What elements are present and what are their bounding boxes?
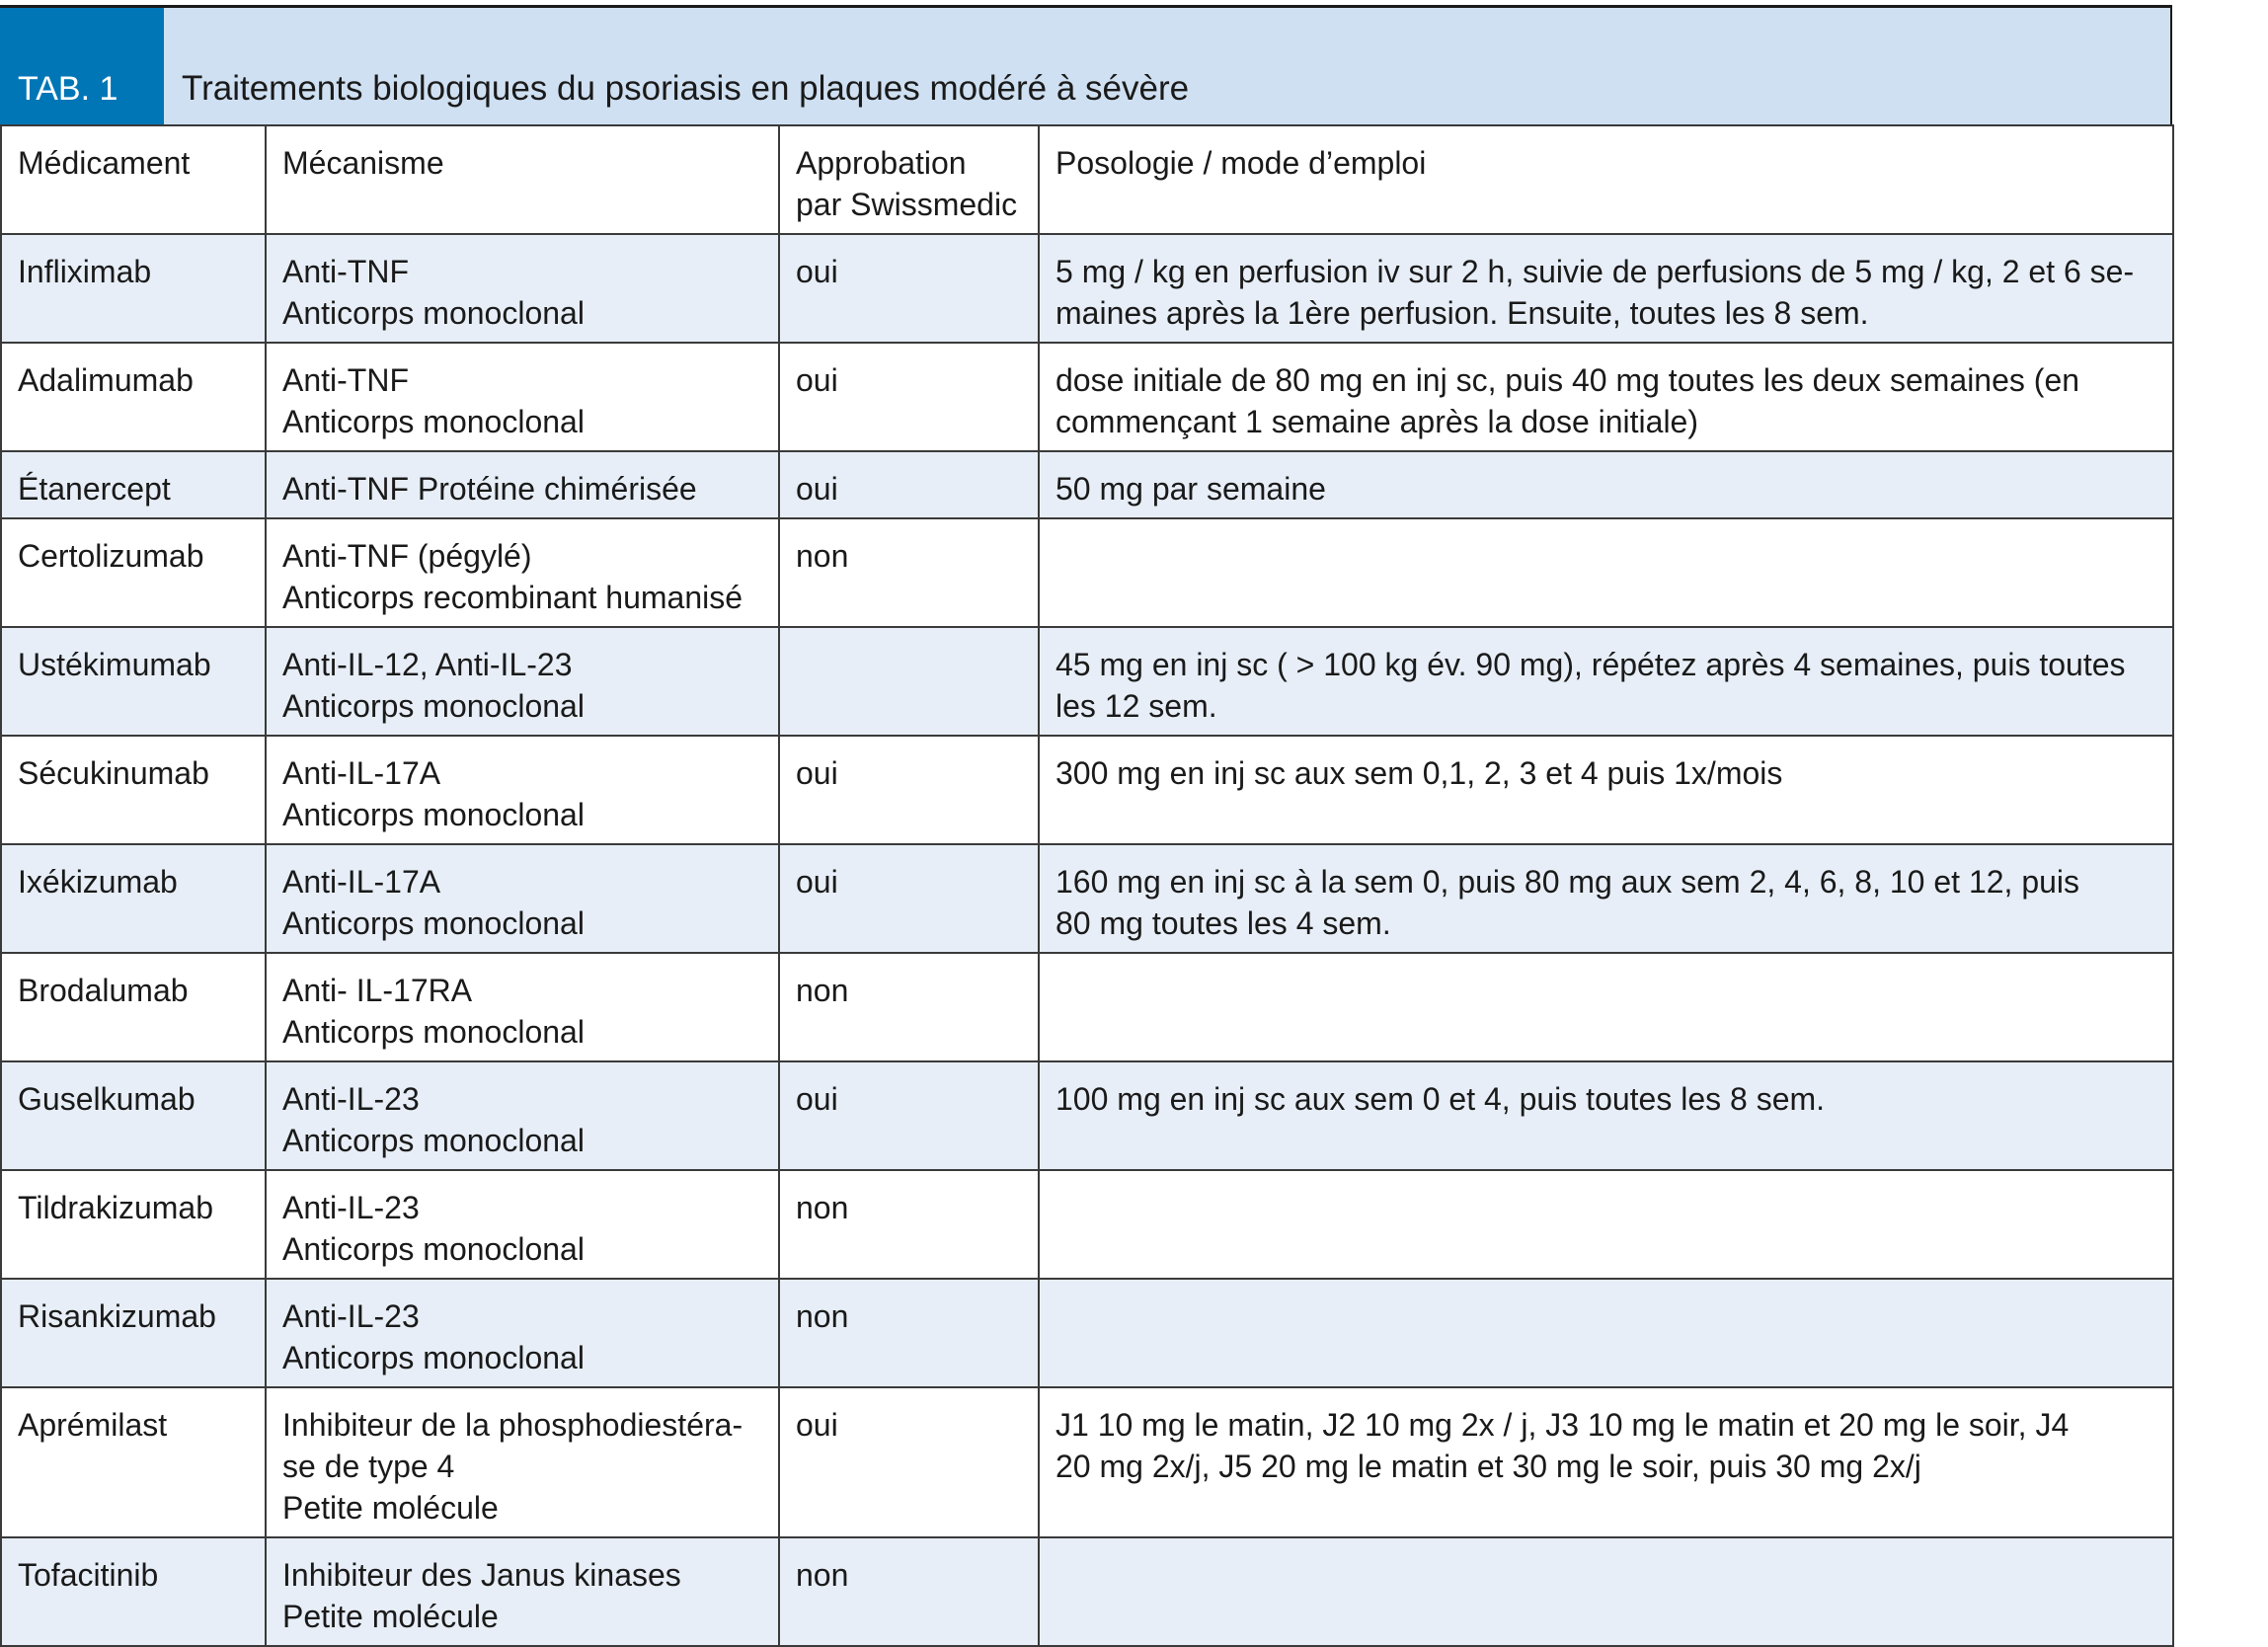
dosage-cell [1039, 953, 2173, 1061]
dosage-cell: 50 mg par semaine [1039, 451, 2173, 518]
drug-cell: Brodalumab [1, 953, 266, 1061]
approval-cell: non [779, 518, 1039, 627]
drug-cell: Tildrakizumab [1, 1170, 266, 1279]
mechanism-cell: Anti-TNF Anticorps monoclonal [266, 343, 779, 451]
approval-cell: non [779, 953, 1039, 1061]
table-row [1, 1061, 2173, 1170]
drug-cell: Sécukinumab [1, 736, 266, 844]
mechanism-cell: Anti-IL-12, Anti-IL-23 Anticorps monoclonal [266, 627, 779, 736]
dosage-cell: 160 mg en inj sc à la sem 0, puis 80 mg aux sem 2, 4, 6, 8, 10 et 12, puis 80 mg toutes les 4 sem. [1039, 844, 2173, 953]
approval-cell: oui [779, 234, 1039, 343]
table-figure [0, 5, 2172, 1647]
table-row [1, 627, 2173, 736]
dosage-cell: 5 mg / kg en perfusion iv sur 2 h, suivie de perfusions de 5 mg / kg, 2 et 6 se- maines après la 1ère perfusion. Ensuite, toutes les 8 sem. [1039, 234, 2173, 343]
drug-cell: Aprémilast [1, 1387, 266, 1537]
drug-cell: Adalimumab [1, 343, 266, 451]
table-row [1, 1279, 2173, 1387]
mechanism-cell: Anti-IL-23 Anticorps monoclonal [266, 1170, 779, 1279]
drug-cell: Ixékizumab [1, 844, 266, 953]
approval-cell [779, 627, 1039, 736]
table-row [1, 953, 2173, 1061]
approval-cell: oui [779, 451, 1039, 518]
table-row [1, 1537, 2173, 1646]
drug-cell: Étanercept [1, 451, 266, 518]
approval-cell: oui [779, 343, 1039, 451]
column-header-dosage: Posologie / mode d’emploi [1039, 125, 2173, 234]
column-header-drug: Médicament [1, 125, 266, 234]
table-row [1, 1387, 2173, 1537]
approval-cell: non [779, 1279, 1039, 1387]
mechanism-cell: Inhibiteur des Janus kinases Petite molécule [266, 1537, 779, 1646]
drug-cell: Ustékimumab [1, 627, 266, 736]
mechanism-cell: Anti-TNF Anticorps monoclonal [266, 234, 779, 343]
drug-cell: Infliximab [1, 234, 266, 343]
dosage-cell [1039, 1170, 2173, 1279]
dosage-cell [1039, 1537, 2173, 1646]
table-number-label: TAB. 1 [0, 8, 164, 124]
mechanism-cell: Anti-IL-23 Anticorps monoclonal [266, 1061, 779, 1170]
mechanism-cell: Inhibiteur de la phosphodiestéra- se de type 4 Petite molécule [266, 1387, 779, 1537]
table-row [1, 451, 2173, 518]
mechanism-cell: Anti-TNF Protéine chimérisée [266, 451, 779, 518]
approval-cell: non [779, 1170, 1039, 1279]
dosage-cell [1039, 518, 2173, 627]
drug-cell: Tofacitinib [1, 1537, 266, 1646]
dosage-cell: 300 mg en inj sc aux sem 0,1, 2, 3 et 4 puis 1x/mois [1039, 736, 2173, 844]
approval-cell: oui [779, 1061, 1039, 1170]
table-header-row [1, 125, 2173, 234]
drug-cell: Risankizumab [1, 1279, 266, 1387]
table-row [1, 736, 2173, 844]
dosage-cell: J1 10 mg le matin, J2 10 mg 2x / j, J3 10 mg le matin et 20 mg le soir, J4 20 mg 2x/j, J5 20 mg le matin et 30 mg le soir, puis 30 mg 2x/j [1039, 1387, 2173, 1537]
table-row [1, 343, 2173, 451]
table-title: Traitements biologiques du psoriasis en plaques modéré à sévère [164, 8, 2170, 124]
mechanism-cell: Anti-IL-17A Anticorps monoclonal [266, 844, 779, 953]
approval-cell: oui [779, 844, 1039, 953]
drug-cell: Certolizumab [1, 518, 266, 627]
approval-cell: oui [779, 1387, 1039, 1537]
mechanism-cell: Anti-TNF (pégylé) Anticorps recombinant humanisé [266, 518, 779, 627]
dosage-cell: 100 mg en inj sc aux sem 0 et 4, puis toutes les 8 sem. [1039, 1061, 2173, 1170]
table-row [1, 234, 2173, 343]
table-title-bar [0, 5, 2172, 124]
table-row [1, 844, 2173, 953]
dosage-cell: 45 mg en inj sc ( > 100 kg év. 90 mg), répétez après 4 semaines, puis toutes les 12 sem. [1039, 627, 2173, 736]
column-header-approval: Approbation par Swissmedic [779, 125, 1039, 234]
treatments-table [0, 124, 2174, 1647]
table-row [1, 518, 2173, 627]
mechanism-cell: Anti-IL-17A Anticorps monoclonal [266, 736, 779, 844]
column-header-mechanism: Mécanisme [266, 125, 779, 234]
drug-cell: Guselkumab [1, 1061, 266, 1170]
dosage-cell [1039, 1279, 2173, 1387]
table-row [1, 1170, 2173, 1279]
dosage-cell: dose initiale de 80 mg en inj sc, puis 40 mg toutes les deux semaines (en commençant 1 semaine après la dose initiale) [1039, 343, 2173, 451]
approval-cell: oui [779, 736, 1039, 844]
approval-cell: non [779, 1537, 1039, 1646]
mechanism-cell: Anti- IL-17RA Anticorps monoclonal [266, 953, 779, 1061]
mechanism-cell: Anti-IL-23 Anticorps monoclonal [266, 1279, 779, 1387]
